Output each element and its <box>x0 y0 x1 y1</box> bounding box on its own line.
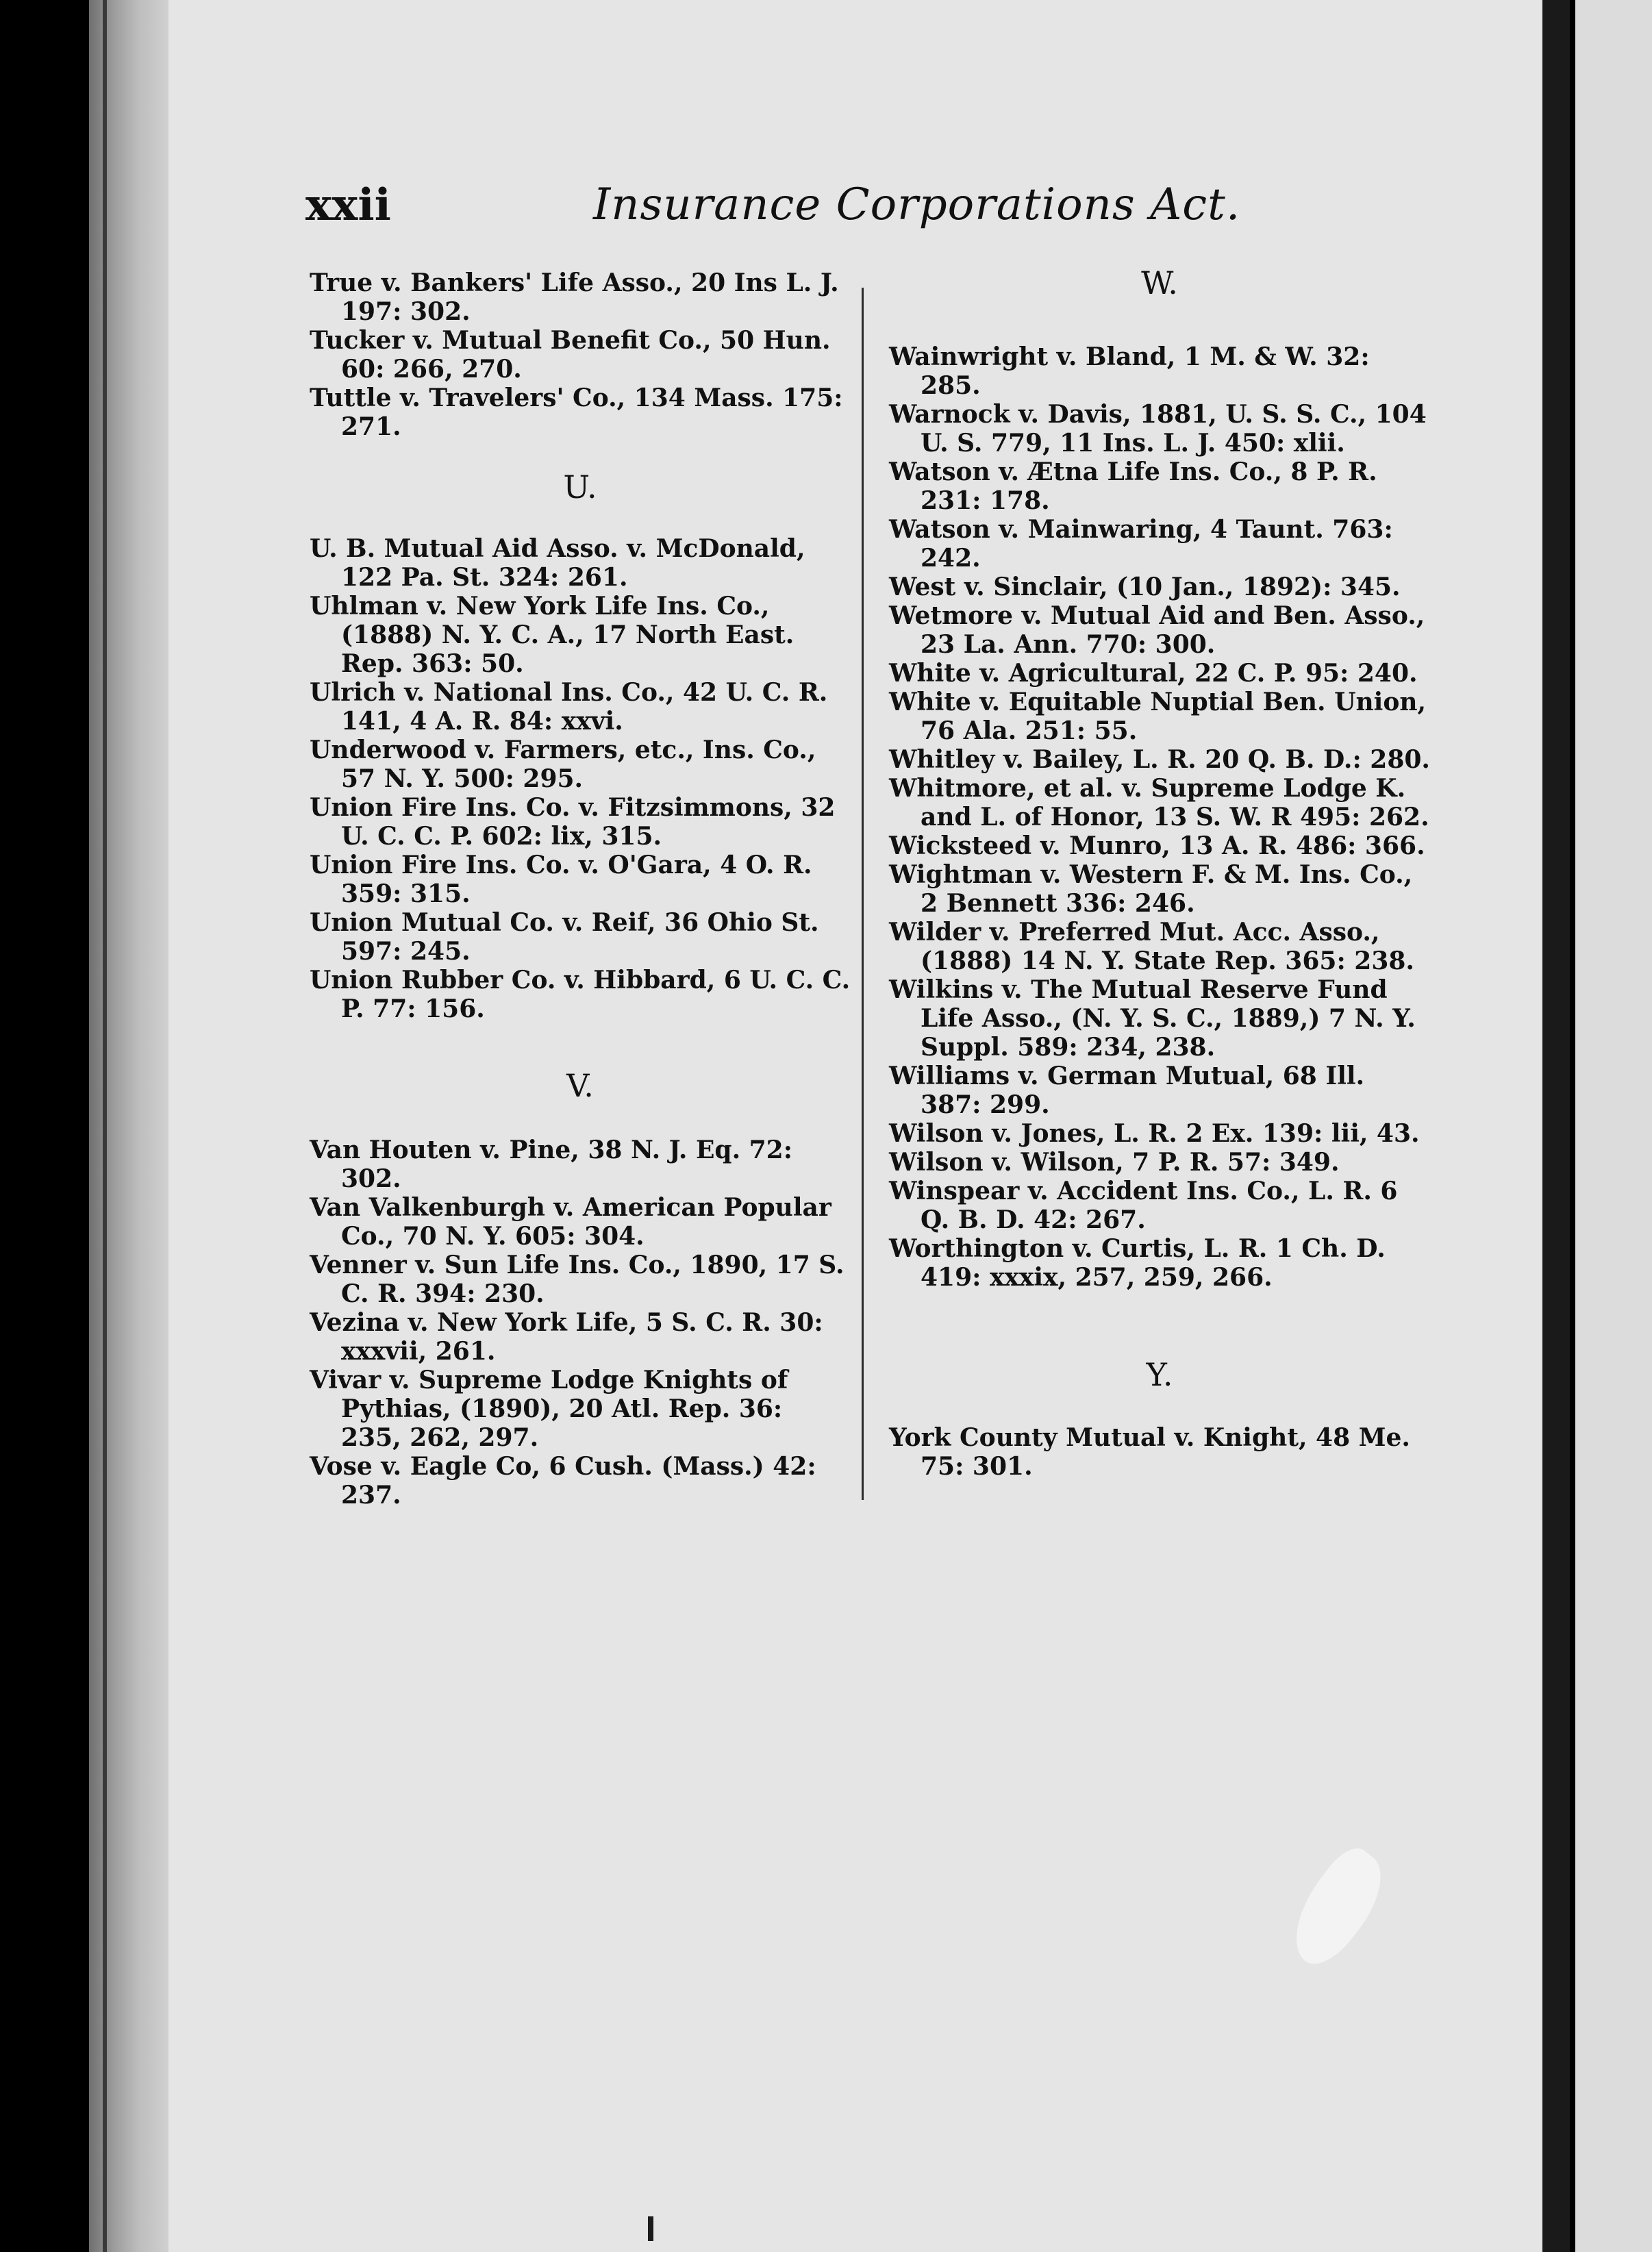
scan-artifact-mark <box>648 2216 653 2241</box>
case-entry: Van Valkenburgh v. American Popular Co., 70 N. Y. 605: 304. <box>310 1193 831 1251</box>
case-entry: Wilkins v. The Mutual Reserve Fund Life Asso., (N. Y. S. C., 1889,) 7 N. Y. Suppl. 589: 234, 238. <box>889 975 1416 1062</box>
right-column <box>889 264 1430 1481</box>
case-entry: Union Fire Ins. Co. v. O'Gara, 4 O. R. 359: 315. <box>310 851 812 908</box>
case-entry: York County Mutual v. Knight, 48 Me. 75: 301. <box>889 1423 1410 1481</box>
case-entry: Tuttle v. Travelers' Co., 134 Mass. 175: 271. <box>310 384 843 441</box>
case-entry: Underwood v. Farmers, etc., Ins. Co., 57 N. Y. 500: 295. <box>310 736 816 793</box>
page-header <box>305 179 1470 248</box>
case-entry: White v. Agricultural, 22 C. P. 95: 240. <box>889 659 1418 688</box>
case-entry: Whitmore, et al. v. Supreme Lodge K. and L. of Honor, 13 S. W. R 495: 262. <box>889 774 1429 831</box>
case-entry: Wilder v. Preferred Mut. Acc. Asso., (1888) 14 N. Y. State Rep. 365: 238. <box>889 918 1414 975</box>
case-entry: Worthington v. Curtis, L. R. 1 Ch. D. 419: xxxix, 257, 259, 266. <box>889 1234 1386 1292</box>
case-entry: White v. Equitable Nuptial Ben. Union, 76 Ala. 251: 55. <box>889 688 1427 745</box>
case-entry: Winspear v. Accident Ins. Co., L. R. 6 Q. B. D. 42: 267. <box>889 1177 1398 1234</box>
case-entry: Uhlman v. New York Life Ins. Co., (1888) N. Y. C. A., 17 North East. Rep. 363: 50. <box>310 592 794 678</box>
page-number: xxii <box>305 179 391 231</box>
case-entry: Union Fire Ins. Co. v. Fitzsimmons, 32 U. C. C. P. 602: lix, 315. <box>310 793 836 851</box>
paper-stain <box>1275 1840 1399 1975</box>
adjacent-page-edge <box>1575 0 1652 2252</box>
case-entry: Watson v. Ætna Life Ins. Co., 8 P. R. 231: 178. <box>889 458 1377 515</box>
section-heading-w: W. <box>1141 264 1178 301</box>
case-entry: Wainwright v. Bland, 1 M. & W. 32: 285. <box>889 342 1370 400</box>
section-heading-u: U. <box>563 468 597 505</box>
case-entry: Tucker v. Mutual Benefit Co., 50 Hun. 60: 266, 270. <box>310 326 831 384</box>
gutter-shadow <box>1542 0 1570 2252</box>
column-divider <box>862 288 864 1500</box>
case-entry: Vivar v. Supreme Lodge Knights of Pythias, (1890), 20 Atl. Rep. 36: 235, 262, 297. <box>310 1366 788 1452</box>
case-entry: Venner v. Sun Life Ins. Co., 1890, 17 S. C. R. 394: 230. <box>310 1251 844 1308</box>
case-entry: U. B. Mutual Aid Asso. v. McDonald, 122 Pa. St. 324: 261. <box>310 534 805 592</box>
case-entry: Union Mutual Co. v. Reif, 36 Ohio St. 597: 245. <box>310 908 819 966</box>
case-entry: Van Houten v. Pine, 38 N. J. Eq. 72: 302. <box>310 1136 793 1193</box>
case-entry: Ulrich v. National Ins. Co., 42 U. C. R. 141, 4 A. R. 84: xxvi. <box>310 678 828 736</box>
case-entry: Warnock v. Davis, 1881, U. S. S. C., 104 U. S. 779, 11 Ins. L. J. 450: xlii. <box>889 400 1427 458</box>
section-heading-v: V. <box>566 1067 594 1104</box>
case-entry: Williams v. German Mutual, 68 Ill. 387: 299. <box>889 1062 1365 1119</box>
section-heading-y: Y. <box>1146 1356 1173 1393</box>
running-title: Insurance Corporations Act. <box>593 179 1241 230</box>
case-entry: Wilson v. Wilson, 7 P. R. 57: 349. <box>889 1148 1340 1177</box>
case-entry: Whitley v. Bailey, L. R. 20 Q. B. D.: 280. <box>889 745 1430 774</box>
case-entry: Wetmore v. Mutual Aid and Ben. Asso., 23 La. Ann. 770: 300. <box>889 601 1425 659</box>
case-entry: Vose v. Eagle Co, 6 Cush. (Mass.) 42: 237. <box>310 1452 816 1510</box>
case-entry: True v. Bankers' Life Asso., 20 Ins L. J. 197: 302. <box>310 268 839 326</box>
case-entry: Vezina v. New York Life, 5 S. C. R. 30: xxxvii, 261. <box>310 1308 823 1366</box>
case-entry: Wilson v. Jones, L. R. 2 Ex. 139: lii, 43. <box>889 1119 1420 1148</box>
case-entry: Watson v. Mainwaring, 4 Taunt. 763: 242. <box>889 515 1393 573</box>
case-entry: West v. Sinclair, (10 Jan., 1892): 345. <box>889 573 1401 601</box>
case-entry: Wightman v. Western F. & M. Ins. Co., 2 Bennett 336: 246. <box>889 860 1413 918</box>
page-edge <box>89 0 171 2252</box>
page-edge-line <box>103 0 107 2252</box>
case-entry: Wicksteed v. Munro, 13 A. R. 486: 366. <box>889 831 1425 860</box>
left-column <box>310 268 851 1510</box>
case-entry: Union Rubber Co. v. Hibbard, 6 U. C. C. P. 77: 156. <box>310 966 851 1023</box>
